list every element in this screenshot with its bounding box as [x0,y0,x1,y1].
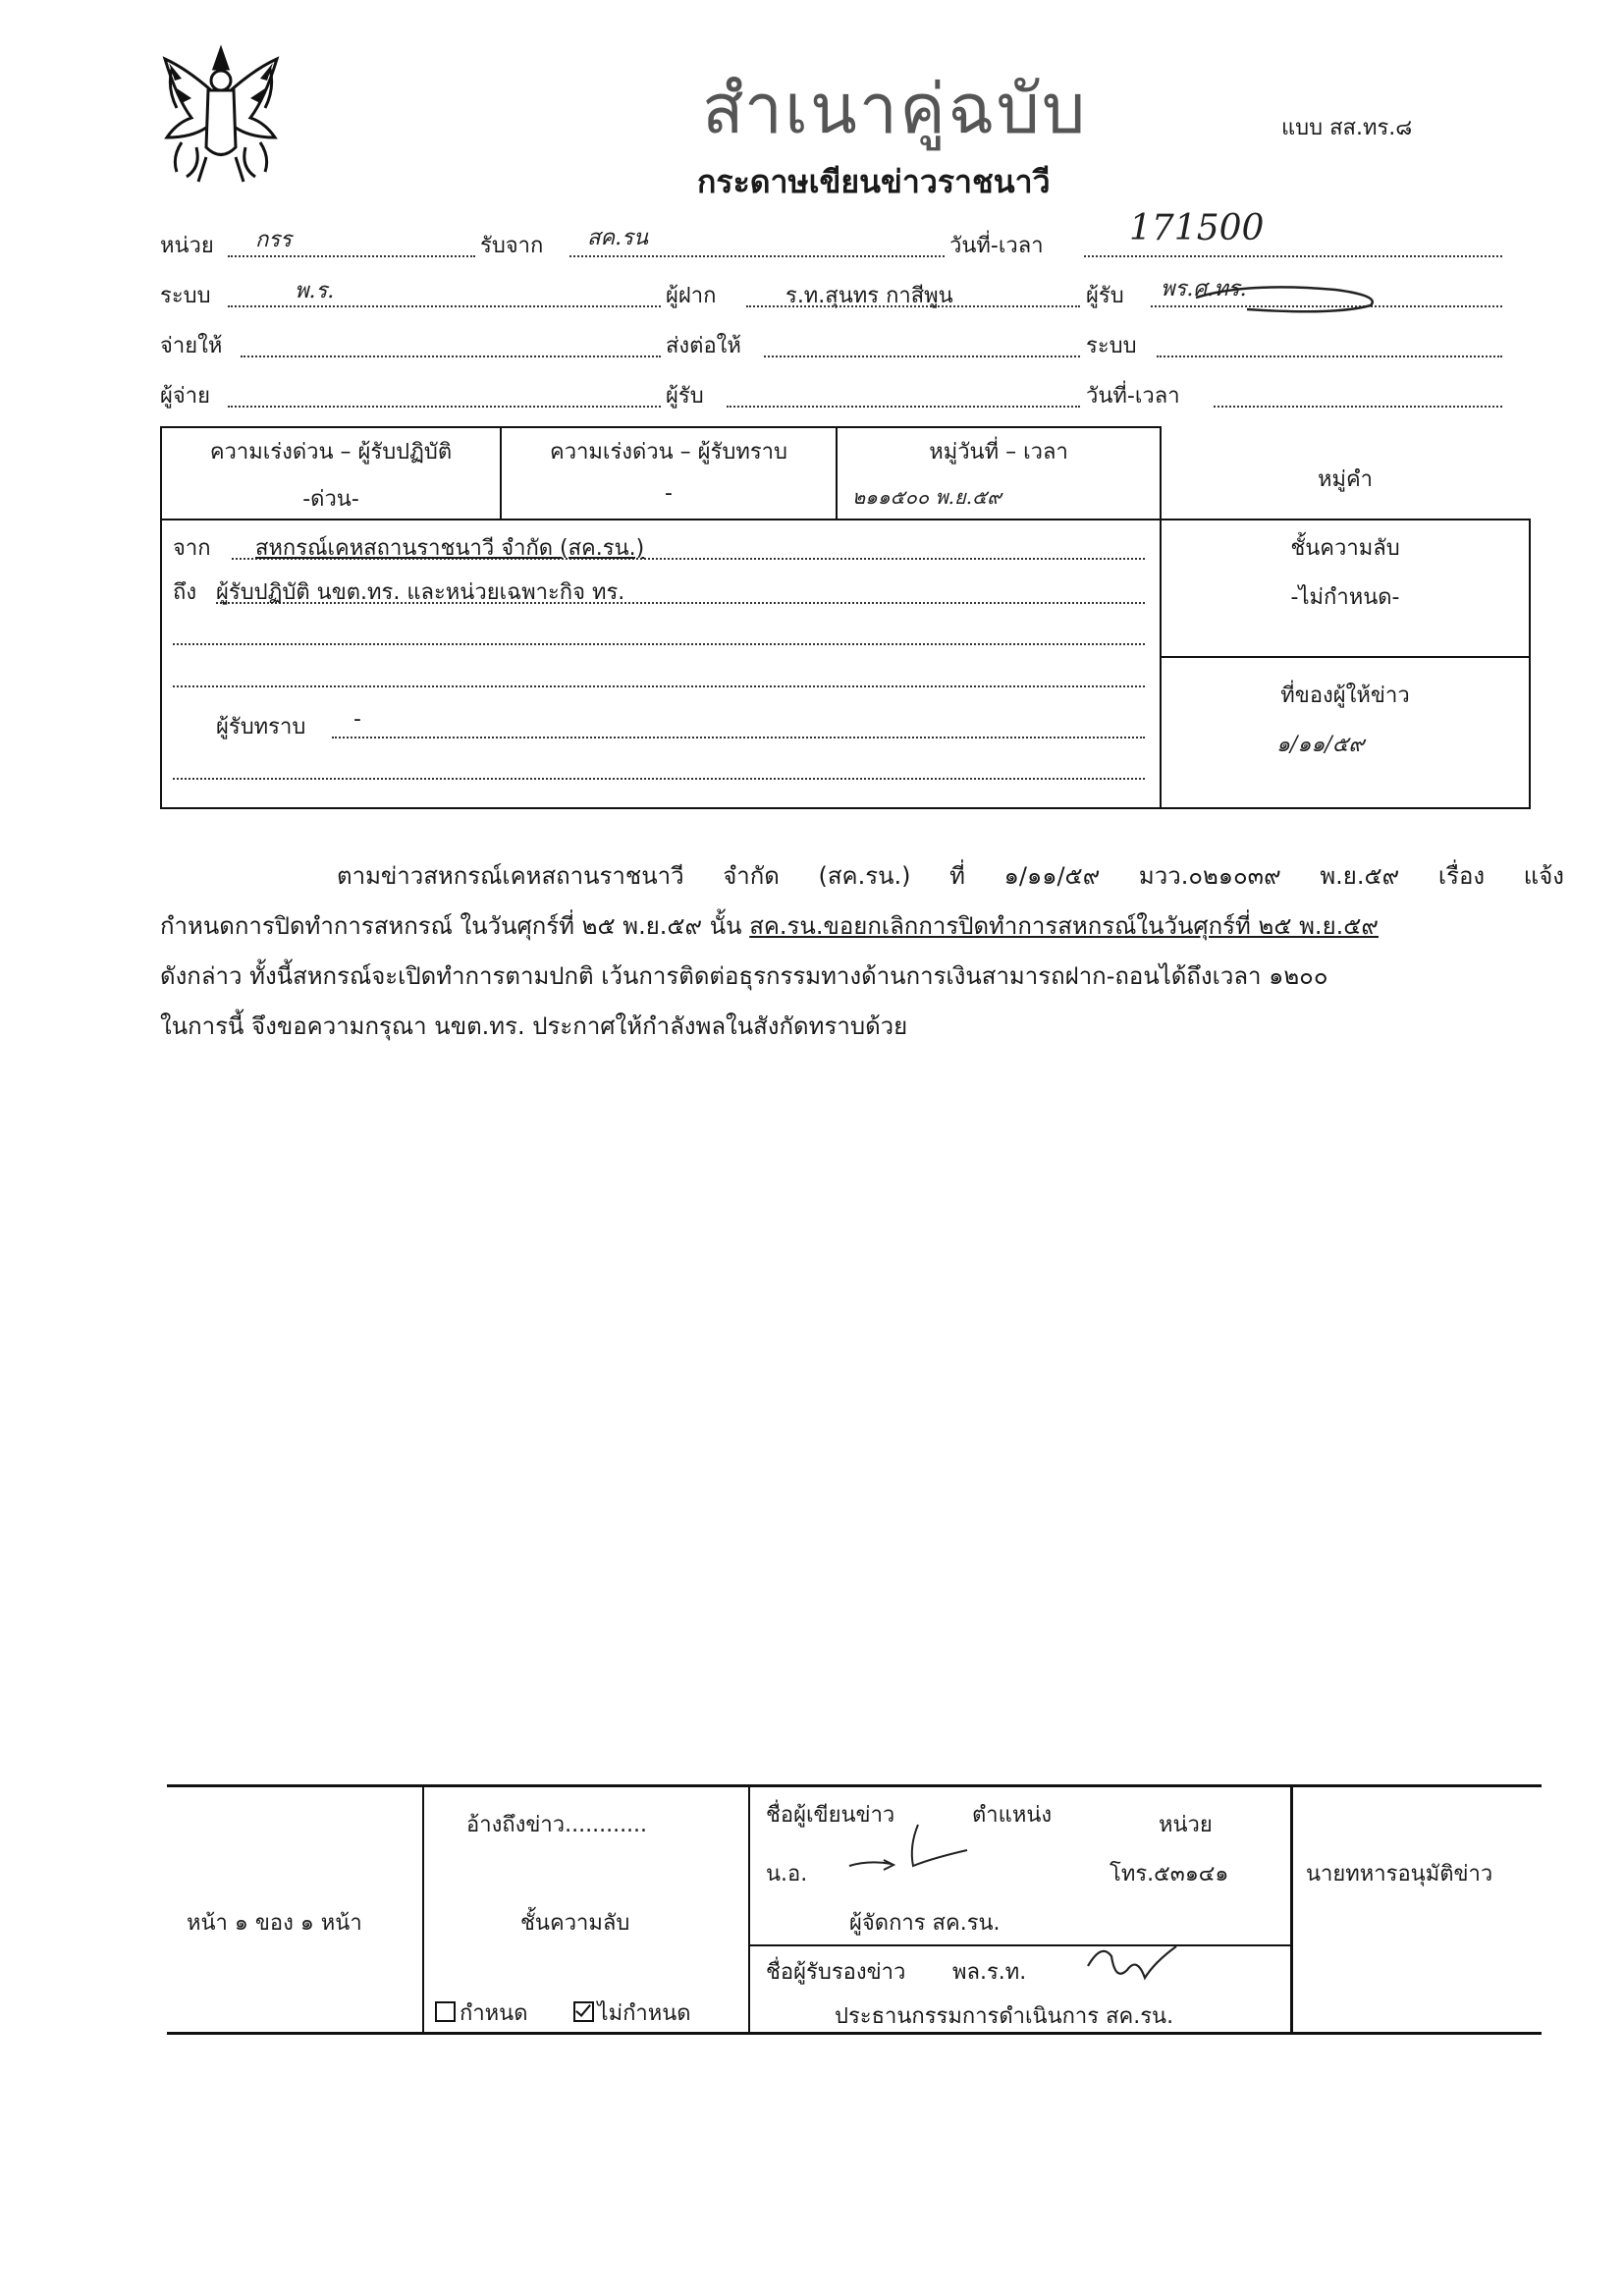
navy-garuda-emblem [147,29,295,187]
writer-rank: น.อ. [766,1862,808,1886]
system-label: ระบบ [160,284,211,308]
reference-label: อ้างถึงข่าว............ [466,1813,648,1837]
message-line-2-underlined: สค.รน.ขอยกเลิกการปิดทำการสหกรณ์ในวันศุกร์ที่ ๒๕ พ.ย.๕๙ [749,912,1379,940]
info-addressee-label: ผู้รับทราบ [216,715,306,739]
checkbox-unspecified[interactable] [573,2001,594,2022]
message-line-4 [160,1014,1564,1038]
blank-line-2 [173,685,1145,687]
message-line-3-text: ดังกล่าว ทั้งนี้สหกรณ์จะเปิดทำการตามปกติ เว้นการติดต่อธุรกรรมทางด้านการเงินสามารถฝาก-ถอนได้ถึงเวลา ๑๒๐๐ [160,962,1328,990]
action-priority-header: ความเร่งด่วน – ผู้รับปฏิบัติ [209,440,453,465]
sender-value: ร.ท.สุนทร กาสีพูน [785,284,953,308]
certifier-rank: พล.ร.ท. [952,1960,1027,1985]
footer-classification-label: ชั้นความลับ [520,1911,630,1936]
receiver-label: ผู้รับ [1086,284,1124,308]
datetime2-line [1214,406,1502,408]
option-specified-label: กำหนด [460,2001,528,2026]
copy-stamp: สำเนาคู่ฉบับ [702,69,1088,149]
footer-divider-3 [1290,1784,1293,2034]
receiver-scribble [1188,280,1384,319]
writer-signature [844,1817,992,1886]
blank-line-1 [173,643,1145,645]
receiver-value: พร.ศ.ทร. [1161,277,1247,301]
table-right-mid [1160,656,1531,658]
table-top-border-right [1160,519,1531,520]
info-priority-value: - [665,481,673,506]
table-border-right [1529,519,1531,809]
datetime-line [1084,255,1502,257]
sender-label: ผู้ฝาก [666,284,717,308]
pay-to-line [241,355,661,357]
to-label: ถึง [173,580,197,605]
unit-value: กรร [255,228,292,252]
action-priority-value: -ด่วน- [302,487,359,512]
footer-divider-2 [748,1784,750,2034]
page-info: หน้า ๑ ของ ๑ หน้า [187,1911,362,1936]
datetime-value: 171500 [1129,208,1265,248]
datetime-label: วันที่-เวลา [949,234,1044,258]
group-count-label: หมู่คำ [1317,467,1374,492]
info-priority-header: ความเร่งด่วน – ผู้รับทราบ [550,440,787,465]
phone-number: โทร.๕๓๑๔๑ [1110,1862,1229,1886]
approver-label: นายทหารอนุมัติข่าว [1306,1862,1493,1886]
received-from-label: รับจาก [480,234,544,258]
forward-to-line [764,355,1080,357]
receiver2-label: ผู้รับ [666,384,704,409]
classification-label: ชั้นความลับ [1290,536,1400,561]
blank-line-3 [173,778,1145,780]
table-top-border [160,426,1162,428]
receiver2-line [727,406,1080,408]
table-header-bottom [160,519,1162,520]
datetime2-label: วันที่-เวลา [1086,384,1180,409]
from-value: สหกรณ์เคหสถานราชนาวี จำกัด (สค.รน.) [255,536,645,561]
received-from-line [569,255,945,257]
message-line-1 [160,864,1564,888]
dtg-header: หมู่วันที่ – เวลา [929,440,1068,465]
certifier-label: ชื่อผู้รับรองข่าว [766,1960,906,1985]
classification-options [435,1995,691,2030]
originator-ref-label: ที่ของผู้ให้ข่าว [1280,683,1410,708]
form-code: แบบ สส.ทร.๘ [1281,116,1413,140]
dtg-value: ๒๑๑๕๐๐ พ.ย.๕๙ [852,485,1001,509]
system2-line [1157,355,1502,357]
pay-to-label: จ่ายให้ [160,334,223,358]
certifier-position: ประธานกรรมการดำเนินการ สค.รน. [835,2004,1174,2029]
certifier-signature [1080,1937,1188,1991]
footer-writer-divider [748,1944,1290,1946]
from-label: จาก [173,536,211,561]
payer-line [228,406,661,408]
writer-position: ผู้จัดการ สค.รน. [849,1911,1001,1936]
writer-label: ชื่อผู้เขียนข่าว [766,1803,895,1828]
message-line-3 [160,964,1564,988]
message-line-1-text: ตามข่าวสหกรณ์เคหสถานราชนาวี จำกัด (สค.รน.) ที่ ๑/๑๑/๕๙ มวว.๐๒๑๐๓๙ พ.ย.๕๙ เรื่อง แจ้ง [337,862,1564,890]
message-line-2 [160,914,1564,938]
info-addressee-value: - [353,707,361,732]
page-title: กระดาษเขียนข่าวราชนาวี [697,163,1051,200]
info-addressee-line [332,737,1145,738]
message-line-2-text: กำหนดการปิดทำการสหกรณ์ ในวันศุกร์ที่ ๒๕ พ.ย.๕๙ นั้น [160,912,750,940]
footer-top-border [167,1784,1542,1787]
unit-label: หน่วย [160,234,214,258]
table-bottom-border [160,807,1531,809]
message-line-4-text: ในการนี้ จึงขอความกรุณา นขต.ทร. ประกาศให้กำลังพลในสังกัดทราบด้วย [160,1012,908,1040]
received-from-value: สค.รน [587,226,648,250]
position-label: ตำแหน่ง [972,1803,1053,1828]
system-value: พ.ร. [295,279,335,303]
classification-value: -ไม่กำหนด- [1290,585,1400,610]
footer-divider-1 [422,1784,424,2034]
system2-label: ระบบ [1086,334,1137,358]
to-value: ผู้รับปฏิบัติ นขต.ทร. และหน่วยเฉพาะกิจ ทร. [216,580,625,605]
option-unspecified-label: ไม่กำหนด [597,2001,691,2026]
system-line [228,305,661,307]
forward-to-label: ส่งต่อให้ [666,334,741,358]
payer-label: ผู้จ่าย [160,384,211,409]
checkbox-specified[interactable] [435,2001,456,2022]
originator-ref-value: ๑/๑๑/๕๙ [1276,733,1365,757]
footer-unit-label: หน่วย [1159,1813,1213,1837]
